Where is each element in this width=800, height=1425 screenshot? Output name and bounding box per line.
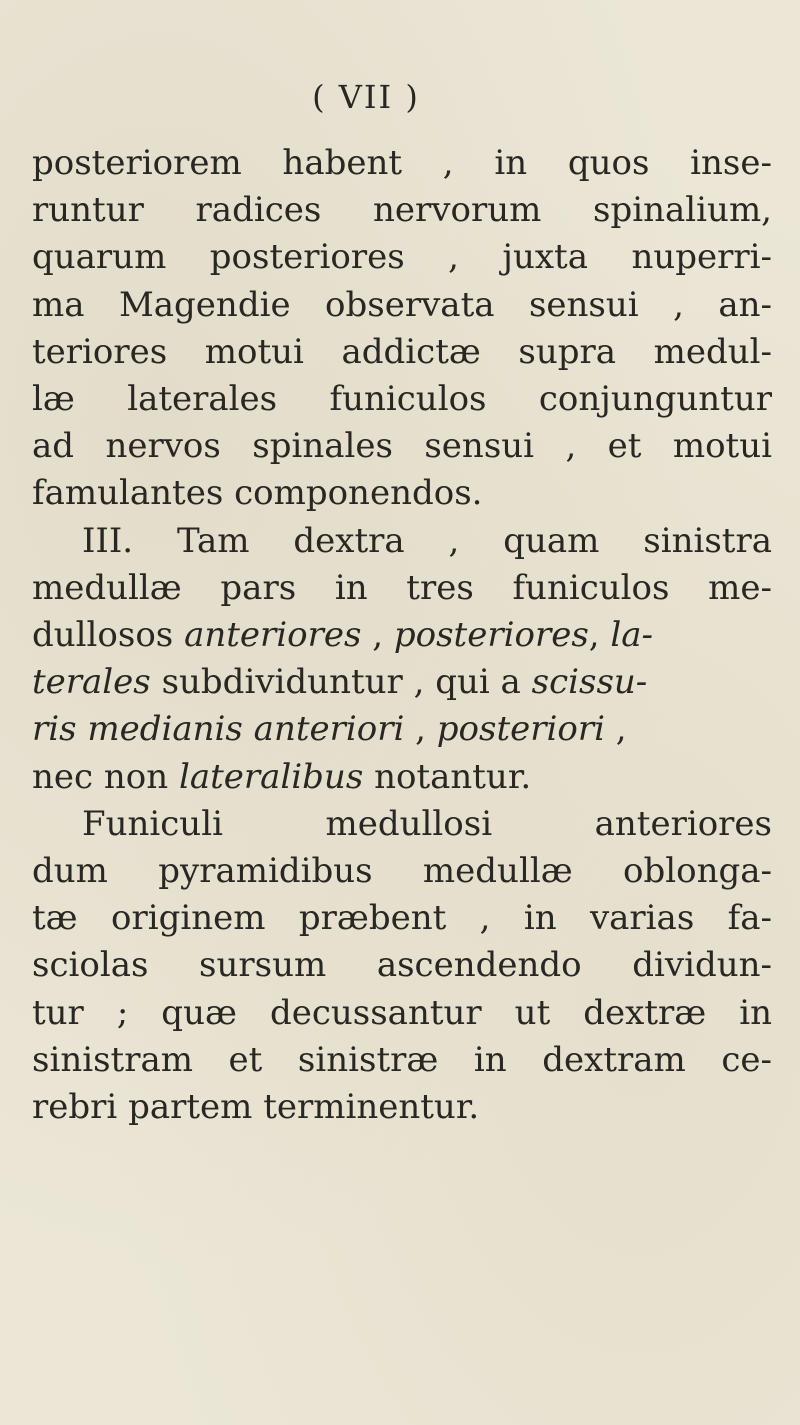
text-line-15: Funiculi medullosi anteriores xyxy=(82,803,772,844)
text-line-16: dum pyramidibus medullæ oblonga- xyxy=(32,851,772,892)
italic-anteriores: anteriores xyxy=(184,615,362,656)
italic-lateralibus: lateralibus xyxy=(178,756,364,797)
italic-posteriori: posteriori xyxy=(436,709,605,750)
text-line-2: runtur radices nervorum spinalium, xyxy=(32,190,772,231)
italic-la: la- xyxy=(610,615,654,656)
line14-a: nec non xyxy=(32,756,179,797)
line11-e: , xyxy=(588,615,611,656)
body-text xyxy=(32,140,772,1131)
text-line-6: læ laterales funiculos conjunguntur xyxy=(32,379,772,420)
text-line-4: ma Magendie observata sensui , an- xyxy=(32,284,772,325)
italic-ris-medianis-anteriori: ris medianis anteriori xyxy=(32,709,405,750)
line13-b: , xyxy=(404,709,437,750)
text-line-13 xyxy=(32,706,772,753)
text-line-1: posteriorem habent , in quos inse- xyxy=(32,143,772,183)
italic-terales: terales xyxy=(32,662,151,703)
text-line-14 xyxy=(32,754,772,801)
page-number: ( VII ) xyxy=(312,78,420,116)
text-line-20: sinistram et sinistræ in dextram ce- xyxy=(32,1039,772,1080)
text-line-9: III. Tam dextra , quam sinistra xyxy=(82,520,772,561)
text-line-17: tæ originem præbent , in varias fa- xyxy=(32,898,772,939)
text-line-18: sciolas sursum ascendendo dividun- xyxy=(32,945,772,986)
line12-b: subdividuntur , qui a xyxy=(150,662,532,703)
line14-c: notantur. xyxy=(363,756,532,797)
line11-c: , xyxy=(361,615,394,656)
text-line-5: teriores motui addictæ supra medul- xyxy=(32,331,772,372)
text-line-10: medullæ pars in tres funiculos me- xyxy=(32,567,772,608)
text-line-12 xyxy=(32,659,772,706)
text-line-21: rebri partem terminentur. xyxy=(32,1087,480,1128)
text-line-7: ad nervos spinales sensui , et motui xyxy=(32,426,772,467)
text-line-3: quarum posteriores , juxta nuperri- xyxy=(32,237,772,278)
line11-a: dullosos xyxy=(32,615,185,656)
text-line-8: famulantes componendos. xyxy=(32,473,483,514)
text-line-11 xyxy=(32,612,772,659)
text-line-19: tur ; quæ decussantur ut dextræ in xyxy=(32,992,772,1033)
italic-posteriores: posteriores xyxy=(393,615,589,656)
italic-scissu: scissu- xyxy=(531,662,648,703)
line13-d: , xyxy=(605,709,627,750)
